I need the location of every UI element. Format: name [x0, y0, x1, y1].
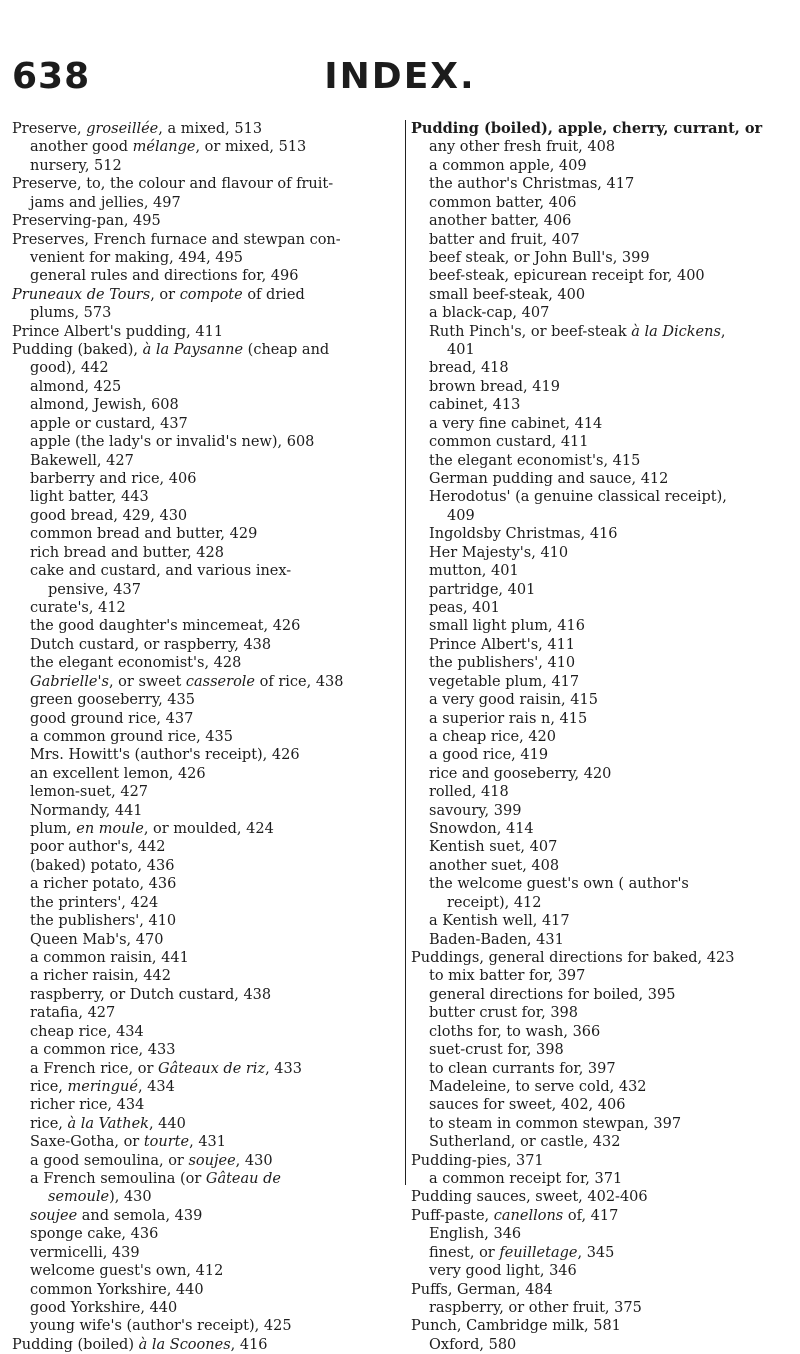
index-entry: Normandy, 441 [30, 802, 143, 819]
index-entry: a cheap rice, 420 [429, 728, 556, 745]
index-entry: a very good raisin, 415 [429, 692, 598, 709]
index-entry: receipt), 412 [447, 894, 542, 911]
index-entry: Pruneaux de Tours, or compote of dried [12, 286, 305, 303]
index-entry: ratafia, 427 [30, 1005, 116, 1022]
index-entry: barberry and rice, 406 [30, 471, 197, 488]
index-entry: a very fine cabinet, 414 [429, 415, 603, 432]
index-entry: Preserves, French furnace and stewpan con- [12, 231, 341, 248]
index-entry: a Kentish well, 417 [429, 913, 570, 930]
index-entry: partridge, 401 [429, 581, 536, 598]
index-entry: rice, meringué, 434 [30, 1078, 175, 1095]
index-entry: Prince Albert's, 411 [429, 636, 576, 653]
index-entry: common bread and butter, 429 [30, 526, 258, 543]
index-entry: Gabrielle's, or sweet casserole of rice, 438 [30, 673, 344, 690]
index-entry: Pudding (boiled), apple, cherry, currant, or [411, 120, 763, 137]
index-entry: welcome guest's own, 412 [30, 1263, 224, 1280]
index-entry: green gooseberry, 435 [30, 692, 195, 709]
index-entry: Oxford, 580 [429, 1336, 517, 1353]
index-entry: Kentish suet, 407 [429, 839, 558, 856]
index-entry: small light plum, 416 [429, 618, 585, 635]
index-entry: cloths for, to wash, 366 [429, 1023, 601, 1040]
index-entry: brown bread, 419 [429, 378, 560, 395]
index-entry: Preserve, to, the colour and flavour of fruit- [12, 176, 334, 193]
index-entry: a richer potato, 436 [30, 876, 177, 893]
index-entry: rice, à la Vathek, 440 [30, 1115, 186, 1132]
index-entry: beef steak, or John Bull's, 399 [429, 249, 650, 266]
index-entry: beef-steak, epicurean receipt for, 400 [429, 268, 705, 285]
index-entry: cabinet, 413 [429, 397, 521, 414]
index-entry: suet-crust for, 398 [429, 1042, 564, 1059]
index-entry: Madeleine, to serve cold, 432 [429, 1078, 647, 1095]
index-entry: common Yorkshire, 440 [30, 1281, 204, 1298]
index-entry: semoule), 430 [48, 1189, 152, 1206]
index-entry: pensive, 437 [48, 581, 141, 598]
index-entry: good Yorkshire, 440 [30, 1300, 178, 1316]
index-entry: apple or custard, 437 [30, 415, 188, 432]
index-entry: Ingoldsby Christmas, 416 [429, 526, 618, 543]
page-title: INDEX. [324, 56, 476, 97]
index-entry: plums, 573 [30, 305, 112, 322]
index-entry: good), 442 [30, 360, 109, 377]
index-entry: the elegant economist's, 415 [429, 452, 641, 469]
page-number: 638 [12, 56, 91, 97]
index-entry: common custard, 411 [429, 434, 589, 451]
index-entry: Dutch custard, or raspberry, 438 [30, 636, 272, 653]
index-entry: general rules and directions for, 496 [30, 268, 299, 285]
index-entry: Preserve, groseillée, a mixed, 513 [12, 121, 263, 137]
index-entry: cheap rice, 434 [30, 1023, 144, 1040]
index-entry: nursery, 512 [30, 157, 122, 174]
index-entry: an excellent lemon, 426 [30, 765, 206, 782]
index-entry: Sutherland, or castle, 432 [429, 1134, 621, 1151]
index-entry: Prince Albert's pudding, 411 [12, 323, 224, 340]
index-entry: a good rice, 419 [429, 747, 549, 764]
index-entry: another suet, 408 [429, 857, 560, 874]
index-entry: Bakewell, 427 [30, 452, 134, 469]
index-entry: the elegant economist's, 428 [30, 655, 242, 672]
index-entry: the publishers', 410 [30, 913, 177, 930]
index-entry: Snowdon, 414 [429, 821, 534, 838]
index-entry: Pudding sauces, sweet, 402-406 [411, 1189, 648, 1206]
index-entry: small beef-steak, 400 [429, 286, 586, 303]
index-entry: a richer raisin, 442 [30, 968, 171, 985]
index-entry: Herodotus' (a genuine classical receipt), [429, 489, 727, 506]
index-entry: Punch, Cambridge milk, 581 [411, 1318, 621, 1335]
right-column [411, 120, 783, 1354]
index-entry: raspberry, or Dutch custard, 438 [30, 986, 272, 1003]
index-entry: Preserving-pan, 495 [12, 213, 161, 230]
index-entry: a superior rais n, 415 [429, 710, 588, 727]
index-entry: rich bread and butter, 428 [30, 544, 224, 561]
index-entry: a black-cap, 407 [429, 305, 550, 322]
index-entry: young wife's (author's receipt), 425 [30, 1318, 292, 1335]
index-entry: Puddings, general directions for baked, 423 [411, 949, 735, 966]
index-entry: very good light, 346 [429, 1263, 577, 1280]
index-entry: to clean currants for, 397 [429, 1060, 616, 1077]
index-columns [12, 120, 788, 1353]
index-entry: curate's, 412 [30, 599, 126, 616]
index-entry: rice and gooseberry, 420 [429, 765, 612, 782]
index-entry: peas, 401 [429, 599, 500, 616]
index-entry: good bread, 429, 430 [30, 507, 188, 524]
index-entry: a French rice, or Gâteaux de riz, 433 [30, 1060, 302, 1077]
index-entry: lemon-suet, 427 [30, 784, 149, 801]
index-entry: general directions for boiled, 395 [429, 986, 676, 1003]
index-entry: almond, 425 [30, 378, 122, 395]
index-entry: cake and custard, and various inex- [30, 563, 292, 580]
index-entry: another good mélange, or mixed, 513 [30, 139, 307, 156]
index-entry: German pudding and sauce, 412 [429, 471, 669, 488]
index-entry: rolled, 418 [429, 784, 509, 801]
index-entry: a common raisin, 441 [30, 949, 189, 966]
index-entry: a common receipt for, 371 [429, 1171, 623, 1188]
index-entry: Mrs. Howitt's (author's receipt), 426 [30, 747, 300, 764]
index-entry: the good daughter's mincemeat, 426 [30, 618, 301, 635]
index-entry: finest, or feuilletage, 345 [429, 1244, 615, 1261]
index-entry: a common ground rice, 435 [30, 728, 233, 745]
index-entry: poor author's, 442 [30, 839, 166, 856]
index-entry: Saxe-Gotha, or tourte, 431 [30, 1134, 227, 1151]
index-entry: 409 [447, 507, 475, 524]
index-entry: Pudding (baked), à la Paysanne (cheap and [12, 342, 330, 359]
index-entry: bread, 418 [429, 360, 509, 377]
index-entry: common batter, 406 [429, 194, 577, 211]
index-entry: a common apple, 409 [429, 157, 587, 174]
left-column [12, 120, 394, 1354]
index-entry: 401 [447, 342, 475, 359]
index-entry: batter and fruit, 407 [429, 231, 580, 248]
index-entry: light batter, 443 [30, 489, 149, 506]
index-entry: to steam in common stewpan, 397 [429, 1115, 682, 1132]
index-entry: raspberry, or other fruit, 375 [429, 1300, 642, 1316]
index-entry: Ruth Pinch's, or beef-steak à la Dickens, [429, 323, 726, 340]
index-entry: plum, en moule, or moulded, 424 [30, 821, 274, 838]
index-entry: the publishers', 410 [429, 655, 576, 672]
index-entry: venient for making, 494, 495 [30, 249, 243, 266]
index-entry: Puff-paste, canellons of, 417 [411, 1207, 619, 1224]
index-entry: savoury, 399 [429, 802, 522, 819]
index-entry: sponge cake, 436 [30, 1226, 159, 1243]
index-entry: Her Majesty's, 410 [429, 544, 569, 561]
index-entry: another batter, 406 [429, 213, 572, 230]
index-entry: the welcome guest's own ( author's [429, 876, 689, 893]
index-entry: Baden-Baden, 431 [429, 931, 564, 948]
index-entry: to mix batter for, 397 [429, 968, 586, 985]
index-entry: apple (the lady's or invalid's new), 608 [30, 434, 315, 451]
index-entry: good ground rice, 437 [30, 710, 194, 727]
index-entry: any other fresh fruit, 408 [429, 139, 616, 156]
index-entry: the author's Christmas, 417 [429, 176, 635, 193]
column-divider [405, 120, 406, 1185]
index-entry: Queen Mab's, 470 [30, 931, 164, 948]
index-entry: vegetable plum, 417 [429, 673, 580, 690]
index-entry: richer rice, 434 [30, 1097, 145, 1114]
index-entry: a good semoulina, or soujee, 430 [30, 1152, 273, 1169]
index-entry: butter crust for, 398 [429, 1005, 578, 1022]
index-entry: English, 346 [429, 1226, 522, 1243]
index-entry: (baked) potato, 436 [30, 857, 175, 874]
index-entry: almond, Jewish, 608 [30, 397, 179, 414]
index-entry: vermicelli, 439 [30, 1244, 140, 1261]
index-entry: a French semoulina (or Gâteau de [30, 1171, 281, 1188]
index-entry: jams and jellies, 497 [30, 194, 181, 211]
index-entry: sauces for sweet, 402, 406 [429, 1097, 626, 1114]
index-entry: Pudding-pies, 371 [411, 1152, 544, 1169]
index-entry: Puffs, German, 484 [411, 1281, 553, 1298]
index-entry: Pudding (boiled) à la Scoones, 416 [12, 1336, 268, 1353]
index-entry: mutton, 401 [429, 563, 519, 580]
index-entry: a common rice, 433 [30, 1042, 176, 1059]
index-entry: the printers', 424 [30, 894, 159, 911]
index-entry: soujee and semola, 439 [30, 1207, 203, 1224]
